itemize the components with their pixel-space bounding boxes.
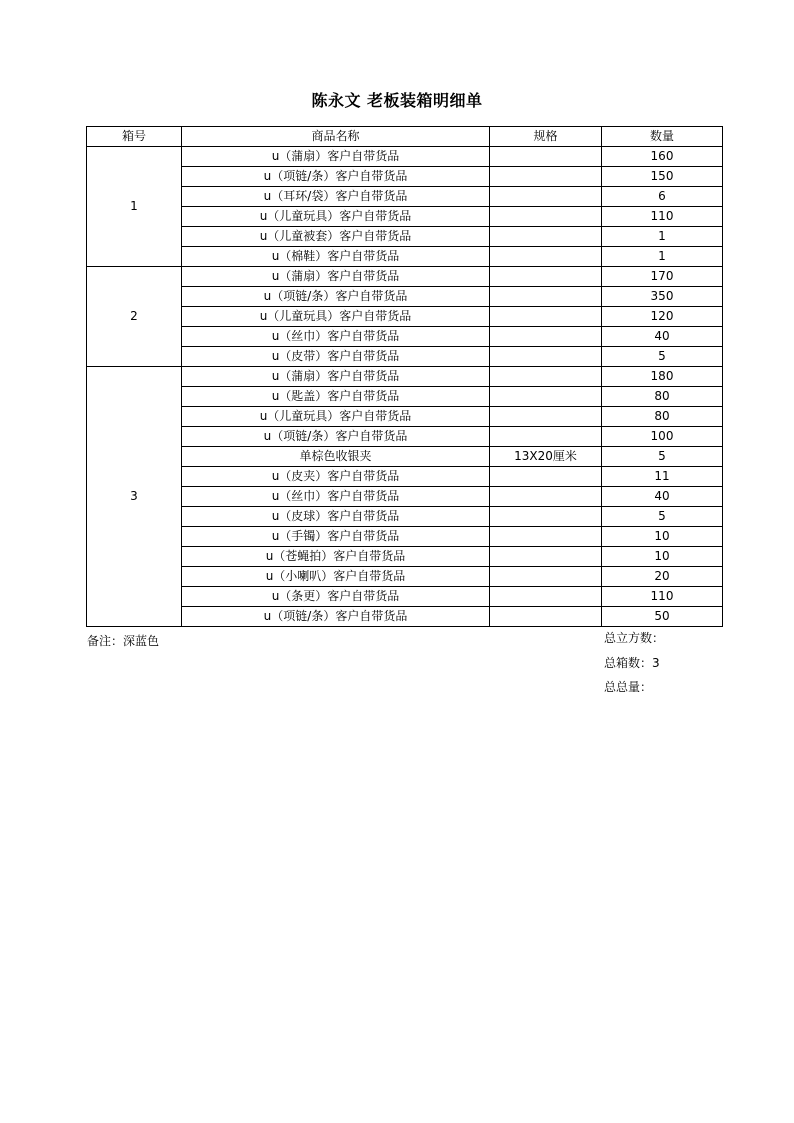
item-spec-cell — [490, 427, 602, 447]
item-spec-cell — [490, 407, 602, 427]
item-spec-cell — [490, 387, 602, 407]
item-name-cell: u（儿童被套）客户自带货品 — [182, 227, 490, 247]
item-name-cell: u（项链/条）客户自带货品 — [182, 427, 490, 447]
table-row — [87, 367, 723, 387]
item-name-cell: u（丝巾）客户自带货品 — [182, 327, 490, 347]
item-name-cell: u（条更）客户自带货品 — [182, 587, 490, 607]
table-row — [87, 147, 723, 167]
remark-note: 备注：深蓝色 — [87, 634, 160, 648]
item-name-cell: u（项链/条）客户自带货品 — [182, 287, 490, 307]
box-number-cell: 2 — [87, 267, 182, 367]
item-qty-cell: 10 — [602, 527, 723, 547]
item-name-cell: u（皮夹）客户自带货品 — [182, 467, 490, 487]
table-row — [87, 307, 723, 327]
item-name-cell: u（小喇叭）客户自带货品 — [182, 567, 490, 587]
item-name-cell: u（苍蝇拍）客户自带货品 — [182, 547, 490, 567]
item-spec-cell — [490, 507, 602, 527]
item-qty-cell: 1 — [602, 227, 723, 247]
item-spec-cell: 13X20厘米 — [490, 447, 602, 467]
table-row — [87, 487, 723, 507]
item-qty-cell: 5 — [602, 447, 723, 467]
table-row — [87, 187, 723, 207]
item-name-cell: u（项链/条）客户自带货品 — [182, 607, 490, 627]
table-row — [87, 587, 723, 607]
table-row — [87, 547, 723, 567]
item-spec-cell — [490, 607, 602, 627]
item-spec-cell — [490, 267, 602, 287]
item-spec-cell — [490, 527, 602, 547]
item-name-cell: 单棕色收银夹 — [182, 447, 490, 467]
table-row — [87, 567, 723, 587]
table-row — [87, 227, 723, 247]
item-spec-cell — [490, 167, 602, 187]
table-row — [87, 467, 723, 487]
item-spec-cell — [490, 227, 602, 247]
table-header-row — [87, 127, 723, 147]
table-row — [87, 407, 723, 427]
item-qty-cell: 110 — [602, 587, 723, 607]
item-qty-cell: 120 — [602, 307, 723, 327]
item-spec-cell — [490, 367, 602, 387]
table-row — [87, 267, 723, 287]
table-row — [87, 387, 723, 407]
item-name-cell: u（儿童玩具）客户自带货品 — [182, 407, 490, 427]
item-qty-cell: 350 — [602, 287, 723, 307]
item-name-cell: u（丝巾）客户自带货品 — [182, 487, 490, 507]
item-name-cell: u（匙盖）客户自带货品 — [182, 387, 490, 407]
header-box: 箱号 — [87, 127, 182, 147]
table-row — [87, 347, 723, 367]
item-qty-cell: 40 — [602, 327, 723, 347]
table-row — [87, 427, 723, 447]
item-spec-cell — [490, 347, 602, 367]
item-name-cell: u（手镯）客户自带货品 — [182, 527, 490, 547]
item-spec-cell — [490, 247, 602, 267]
item-qty-cell: 1 — [602, 247, 723, 267]
item-spec-cell — [490, 287, 602, 307]
item-qty-cell: 20 — [602, 567, 723, 587]
page-title: 陈永文 老板装箱明细单 — [311, 91, 483, 110]
item-spec-cell — [490, 587, 602, 607]
item-name-cell: u（皮带）客户自带货品 — [182, 347, 490, 367]
summary-volume: 总立方数： — [604, 631, 665, 645]
item-qty-cell: 80 — [602, 387, 723, 407]
table-row — [87, 507, 723, 527]
item-name-cell: u（儿童玩具）客户自带货品 — [182, 307, 490, 327]
item-spec-cell — [490, 327, 602, 347]
item-spec-cell — [490, 147, 602, 167]
box-number-cell: 1 — [87, 147, 182, 267]
item-qty-cell: 5 — [602, 347, 723, 367]
table-row — [87, 607, 723, 627]
item-spec-cell — [490, 467, 602, 487]
item-name-cell: u（儿童玩具）客户自带货品 — [182, 207, 490, 227]
packing-table — [86, 126, 723, 627]
item-qty-cell: 11 — [602, 467, 723, 487]
table-row — [87, 327, 723, 347]
item-spec-cell — [490, 187, 602, 207]
summary-total-qty: 总总量： — [604, 680, 653, 694]
item-spec-cell — [490, 307, 602, 327]
item-name-cell: u（项链/条）客户自带货品 — [182, 167, 490, 187]
item-spec-cell — [490, 567, 602, 587]
box-number-cell: 3 — [87, 367, 182, 627]
table-row — [87, 287, 723, 307]
item-qty-cell: 160 — [602, 147, 723, 167]
item-qty-cell: 180 — [602, 367, 723, 387]
item-spec-cell — [490, 487, 602, 507]
item-qty-cell: 80 — [602, 407, 723, 427]
item-name-cell: u（棉鞋）客户自带货品 — [182, 247, 490, 267]
table-row — [87, 207, 723, 227]
item-qty-cell: 100 — [602, 427, 723, 447]
table-row — [87, 447, 723, 467]
table-body — [87, 147, 723, 627]
item-name-cell: u（蒲扇）客户自带货品 — [182, 147, 490, 167]
item-qty-cell: 40 — [602, 487, 723, 507]
item-qty-cell: 170 — [602, 267, 723, 287]
header-qty: 数量 — [602, 127, 723, 147]
table-row — [87, 247, 723, 267]
item-qty-cell: 110 — [602, 207, 723, 227]
item-qty-cell: 10 — [602, 547, 723, 567]
item-qty-cell: 150 — [602, 167, 723, 187]
item-spec-cell — [490, 207, 602, 227]
item-spec-cell — [490, 547, 602, 567]
table-row — [87, 527, 723, 547]
item-qty-cell: 5 — [602, 507, 723, 527]
item-name-cell: u（蒲扇）客户自带货品 — [182, 367, 490, 387]
summary-box-count: 总箱数：3 — [604, 656, 660, 670]
item-qty-cell: 50 — [602, 607, 723, 627]
header-name: 商品名称 — [182, 127, 490, 147]
item-name-cell: u（耳环/袋）客户自带货品 — [182, 187, 490, 207]
item-name-cell: u（蒲扇）客户自带货品 — [182, 267, 490, 287]
header-spec: 规格 — [490, 127, 602, 147]
item-qty-cell: 6 — [602, 187, 723, 207]
table-row — [87, 167, 723, 187]
item-name-cell: u（皮球）客户自带货品 — [182, 507, 490, 527]
